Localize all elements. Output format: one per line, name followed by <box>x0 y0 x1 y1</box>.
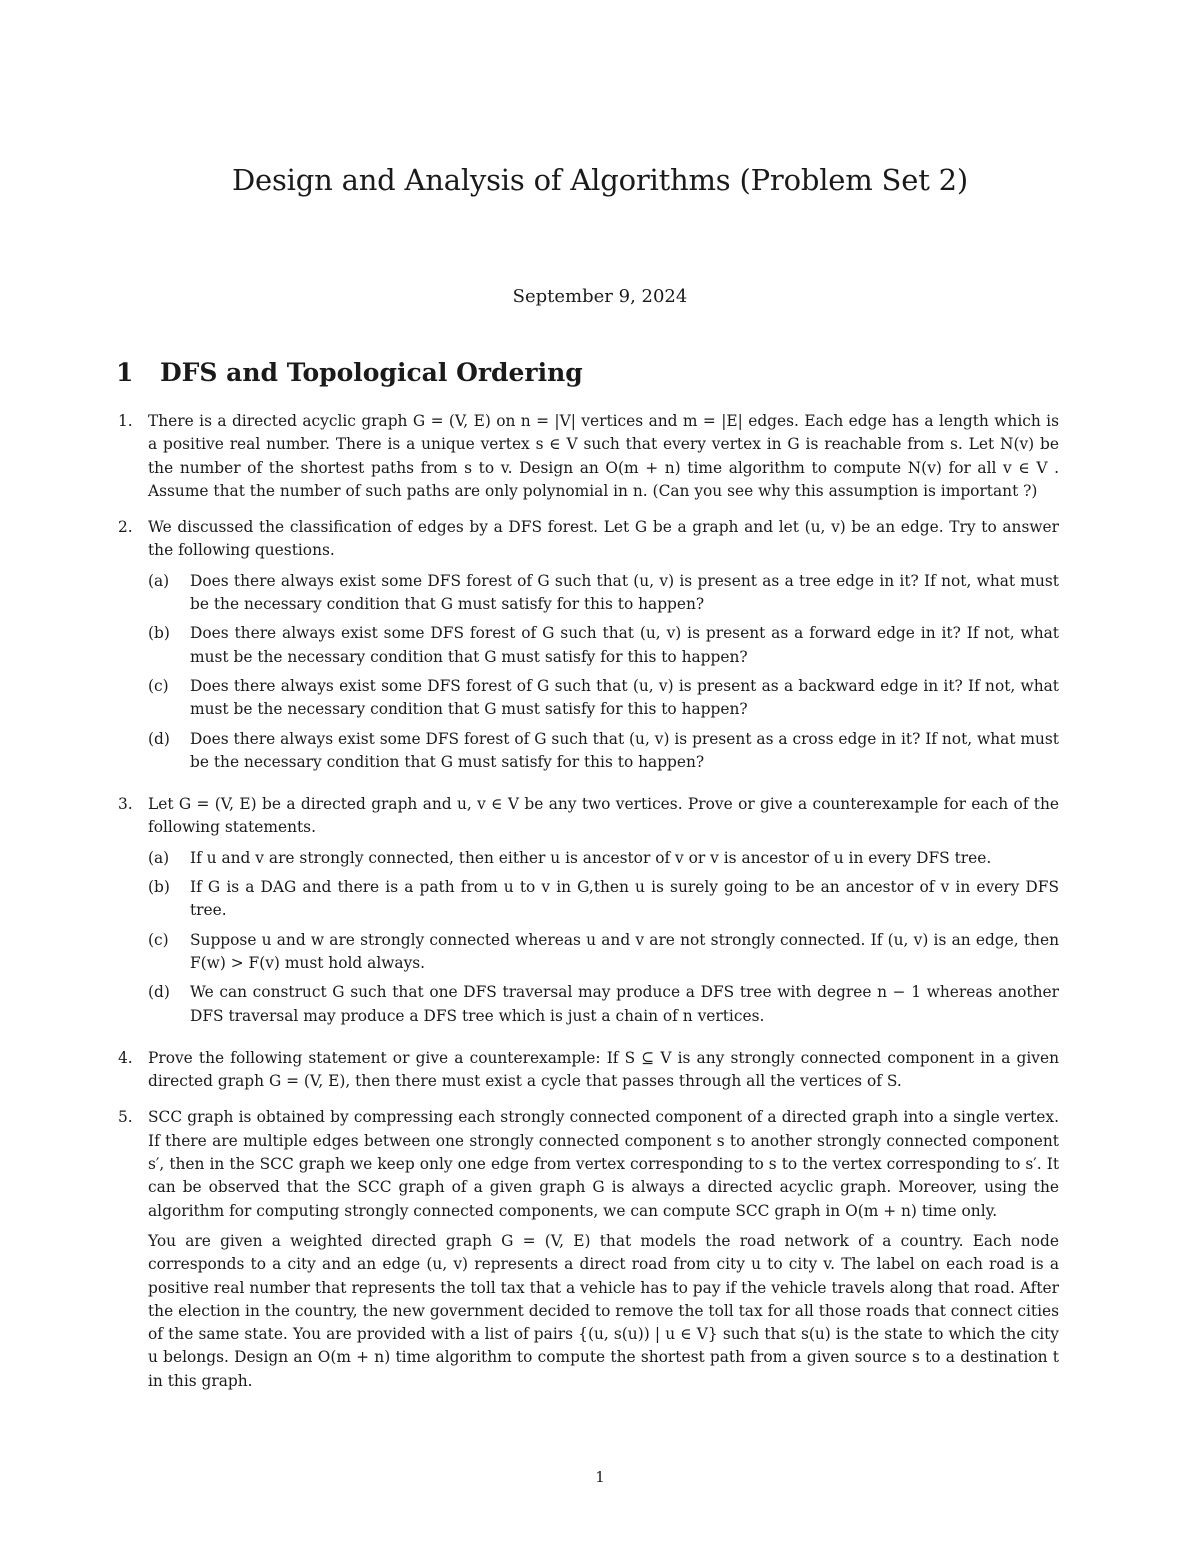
problem-number: 2. <box>118 518 133 537</box>
document-title: Design and Analysis of Algorithms (Problem Set 2) <box>231 163 969 197</box>
subproblem-3b <box>148 876 1059 923</box>
subproblem-text: Suppose u and w are strongly connected whereas u and v are not strongly connected. If (u, v) is an edge, then F(w) > F(v) must hold always. <box>190 930 1059 972</box>
subproblem-label: (a) <box>148 571 170 590</box>
subproblem-2b <box>148 622 1059 669</box>
problem-2 <box>118 516 1059 780</box>
subproblem-2d <box>148 728 1059 775</box>
subproblem-label: (c) <box>148 676 169 695</box>
problem-text: There is a directed acyclic graph G = (V, E) on n = |V| vertices and m = |E| edges. Each edge has a length which is a positive real number. There is a unique vertex s ∈ V such that every vertex in G is reachable from s. Let N(v) be the number of the shortest paths from s to v. Design an O(m + n) time algorithm to compute N(v) for all v ∈ V . Assume that the number of such paths are only polynomial in n. (Can you see why this assumption is important ?) <box>148 412 1059 500</box>
subproblem-list <box>148 570 1059 774</box>
subproblem-3c <box>148 929 1059 976</box>
subproblem-label: (b) <box>148 624 170 643</box>
subproblem-text: Does there always exist some DFS forest of G such that (u, v) is present as a cross edge in it? If not, what must be the necessary condition that G must satisfy for this to happen? <box>190 729 1059 771</box>
subproblem-2a <box>148 570 1059 617</box>
problem-1 <box>118 410 1059 503</box>
subproblem-3d <box>148 981 1059 1028</box>
section-number: 1 <box>116 358 134 387</box>
problem-number: 1. <box>118 412 133 430</box>
subproblem-list <box>148 847 1059 1028</box>
problem-text: We discussed the classification of edges by a DFS forest. Let G be a graph and let (u, v) be an edge. Try to answer the following questions. <box>148 518 1059 560</box>
problem-text: Let G = (V, E) be a directed graph and u, v ∈ V be any two vertices. Prove or give a counterexample for each of the following statements. <box>148 795 1059 837</box>
problem-4 <box>118 1047 1059 1094</box>
subproblem-text: Does there always exist some DFS forest of G such that (u, v) is present as a backward edge in it? If not, what must be the necessary condition that G must satisfy for this to happen? <box>190 676 1059 719</box>
problem-number: 3. <box>118 795 133 814</box>
subproblem-text: Does there always exist some DFS forest of G such that (u, v) is present as a tree edge in it? If not, what must be the necessary condition that G must satisfy for this to happen? <box>190 571 1059 614</box>
section-title: DFS and Topological Ordering <box>160 358 583 387</box>
problem-3 <box>118 793 1059 1034</box>
subproblem-2c <box>148 675 1059 722</box>
problem-text: Prove the following statement or give a counterexample: If S ⊆ V is any strongly connected component in a given directed graph G = (V, E), then there must exist a cycle that passes through all the vertices of S. <box>148 1048 1059 1091</box>
problem-list <box>118 410 1059 1406</box>
section-heading <box>116 358 583 387</box>
problem-number: 4. <box>118 1048 133 1067</box>
problem-5 <box>118 1106 1059 1393</box>
subproblem-label: (c) <box>148 930 169 949</box>
problem-text: SCC graph is obtained by compressing each strongly connected component of a directed graph into a single vertex. If there are multiple edges between one strongly connected component s to another strongly connected component s′, then in the SCC graph we keep only one edge from vertex corresponding to s to the vertex corresponding to s′. It can be observed that the SCC graph of a given graph G is always a directed acyclic graph. Moreover, using the algorithm for computing strongly connected components, we can compute SCC graph in O(m + n) time only. <box>148 1108 1059 1220</box>
subproblem-3a <box>148 847 1059 870</box>
subproblem-label: (d) <box>148 983 170 1002</box>
subproblem-text: If u and v are strongly connected, then either u is ancestor of v or v is ancestor of u in every DFS tree. <box>190 848 992 867</box>
subproblem-label: (d) <box>148 729 170 748</box>
page-number: 1 <box>595 1468 605 1486</box>
subproblem-text: We can construct G such that one DFS traversal may produce a DFS tree with degree n − 1 whereas another DFS traversal may produce a DFS tree which is just a chain of n vertices. <box>190 983 1059 1025</box>
subproblem-text: If G is a DAG and there is a path from u to v in G,then u is surely going to be an ancestor of v in every DFS tree. <box>190 878 1059 920</box>
subproblem-label: (a) <box>148 848 170 867</box>
document-date: September 9, 2024 <box>512 286 688 307</box>
subproblem-label: (b) <box>148 878 170 897</box>
problem-number: 5. <box>118 1108 133 1127</box>
subproblem-text: Does there always exist some DFS forest of G such that (u, v) is present as a forward edge in it? If not, what must be the necessary condition that G must satisfy for this to happen? <box>190 624 1059 666</box>
problem-text-continued: You are given a weighted directed graph G = (V, E) that models the road network of a country. Each node corresponds to a city and an edge (u, v) represents a direct road from city u to city v. The label on each road is a positive real number that represents the toll tax that a vehicle has to pay if the vehicle travels along that road. After the election in the country, the new government decided to remove the toll tax for all those roads that connect cities of the same state. You are provided with a list of pairs {(u, s(u)) | u ∈ V} such that s(u) is the state to which the city u belongs. Design an O(m + n) time algorithm to compute the shortest path from a given source s to a destination t in this graph. <box>148 1231 1059 1390</box>
